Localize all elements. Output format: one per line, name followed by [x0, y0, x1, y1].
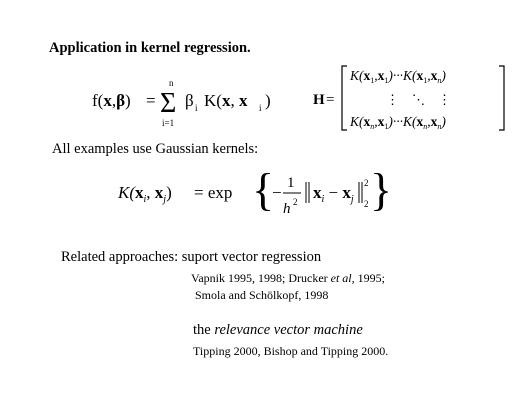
- regression-formula: [92, 76, 282, 130]
- matrix-name: H: [313, 92, 325, 108]
- reference-line-2: Smola and Schölkopf, 1998: [195, 288, 329, 302]
- kernel-lhs: $K(x_i$, $x_j$): [118, 183, 172, 205]
- matrix-equals: =: [326, 92, 335, 108]
- left-brace: {: [252, 164, 275, 215]
- left-bracket: [342, 66, 347, 130]
- beta-coef: β: [185, 91, 194, 110]
- fraction-numerator: 1: [287, 175, 295, 191]
- kernel-close: ): [265, 91, 271, 110]
- norm-content: $x_i - x_j$: [313, 183, 354, 205]
- rvm-line: [193, 322, 363, 339]
- sum-lower: i=1: [162, 118, 175, 128]
- reference-line-3: Tipping 2000, Bishop and Tipping 2000.: [193, 344, 389, 358]
- kernel-term: K(x, x: [204, 91, 248, 110]
- right-brace: }: [370, 164, 393, 215]
- matrix-row-1: $K(x_1,x_1)\cdot\cdot\cdot K(x_1,x_n)$: [350, 68, 446, 85]
- ref1-tail: 1995;: [354, 271, 385, 285]
- norm-superscript: 2: [364, 178, 369, 188]
- f-x-beta: f(: [92, 91, 104, 110]
- denominator-exponent: 2: [293, 197, 298, 207]
- norm-subscript: 2: [364, 199, 369, 209]
- right-bracket: [499, 66, 504, 130]
- sum-upper: n: [169, 78, 174, 88]
- related-approaches: Related approaches: suport vector regression: [61, 249, 322, 265]
- matrix-row-2: ⋮ ⋱ ⋮: [386, 92, 451, 107]
- kernel-subscript: i: [259, 103, 262, 113]
- rvm-prefix: the: [193, 322, 215, 338]
- gaussian-note: All examples use Gaussian kernels:: [52, 141, 259, 157]
- minus-sign: −: [272, 183, 282, 202]
- ref1-text: Vapnik 1995, 1998; Drucker: [191, 271, 331, 285]
- reference-line-1: [191, 271, 385, 286]
- svg-text:f(x,β): f(x,β): [92, 91, 131, 110]
- exp-label: = exp: [194, 183, 233, 202]
- beta-subscript: i: [195, 103, 198, 113]
- matrix-row-3: $K(x_n,x_1)\cdot\cdot\cdot K(x_n,x_n)$: [350, 114, 446, 131]
- sigma-symbol: Σ: [160, 88, 177, 119]
- fraction-denominator: h: [283, 201, 291, 217]
- equals-sign: =: [146, 91, 156, 110]
- rvm-title: relevance vector machine: [214, 322, 363, 338]
- kernel-matrix: [313, 62, 508, 134]
- gaussian-kernel-formula: [118, 164, 393, 223]
- ref1-italic: et al,: [330, 271, 355, 285]
- slide-heading: Application in kernel regression.: [49, 40, 251, 56]
